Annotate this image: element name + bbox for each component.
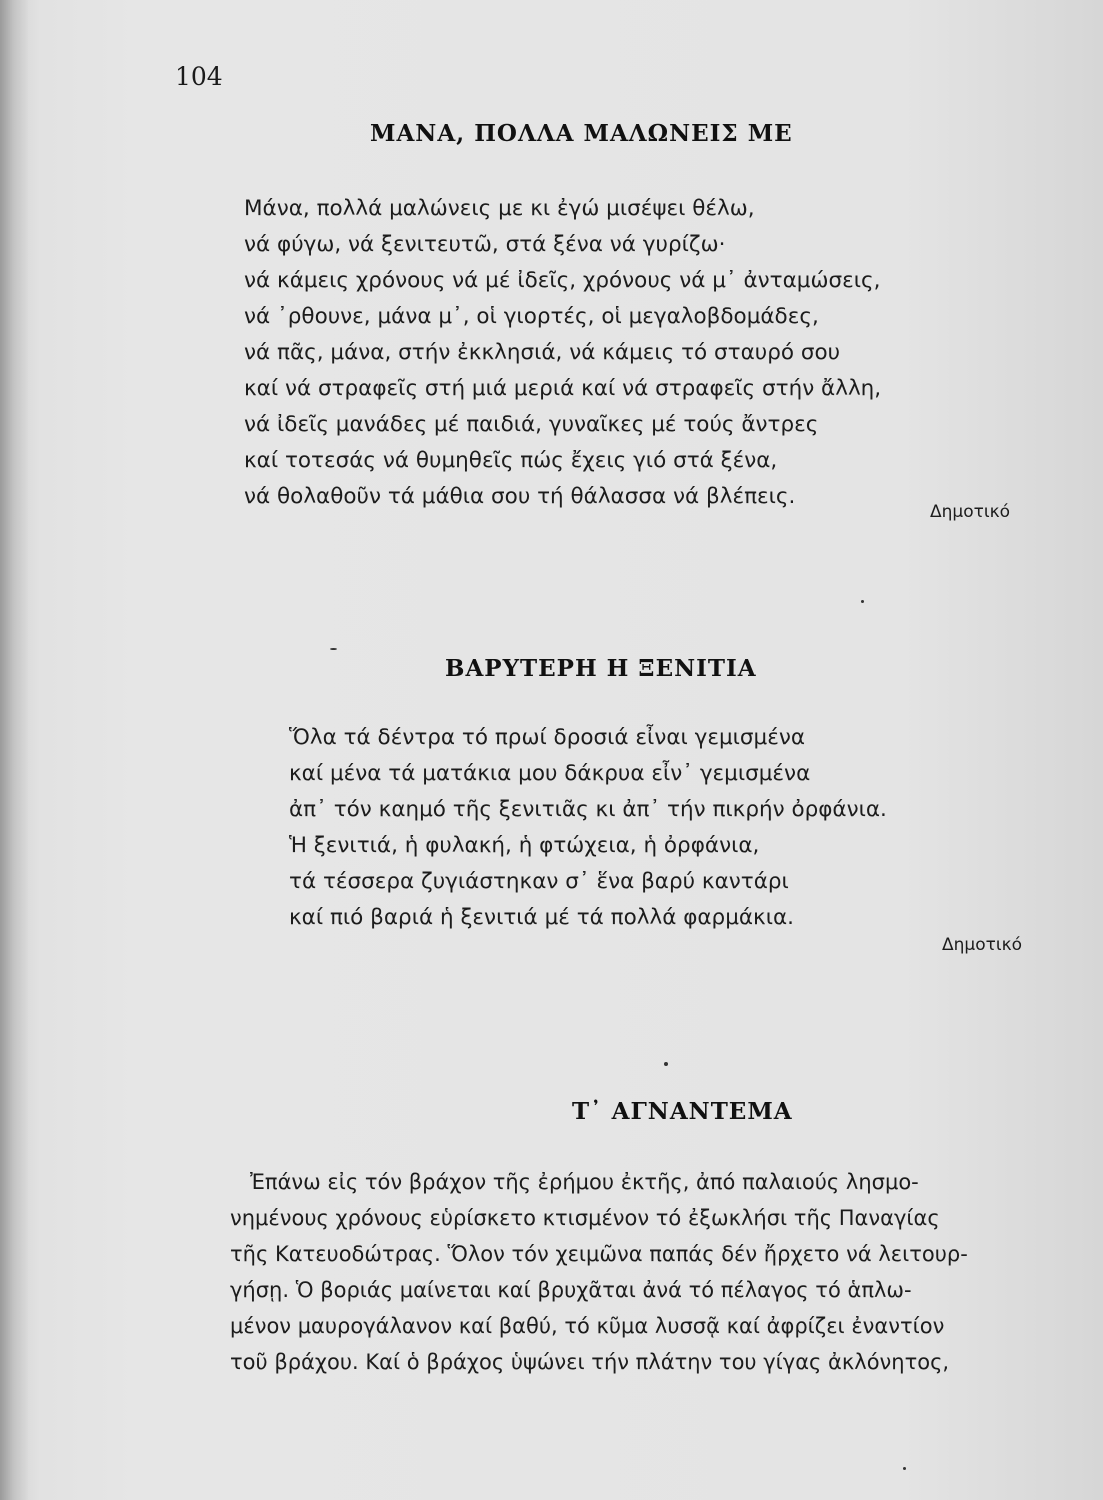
verse-line: καί πιό βαριά ἡ ξενιτιά μέ τά πολλά φαρμάκια.: [289, 905, 795, 930]
page-gutter-shadow: [0, 0, 28, 1500]
verse-line: Ἡ ξενιτιά, ἡ φυλακή, ἡ φτώχεια, ἡ ὀρφάνια,: [289, 833, 760, 858]
verse-line: νά φύγω, νά ξενιτευτῶ, στά ξένα νά γυρίζω·: [244, 232, 726, 257]
verse-line: νά πᾶς, μάνα, στήν ἐκκλησιά, νά κάμεις τό σταυρό σου: [244, 340, 841, 365]
poem-verse-xenitia: [289, 720, 887, 936]
prose-line: Ἐπάνω εἰς τόν βράχον τῆς ἐρήμου ἐκτῆς, ἀπό παλαιούς λησμο-: [250, 1170, 919, 1194]
verse-line: νά ᾽ρθουνε, μάνα μ᾽, οἱ γιορτές, οἱ μεγαλοβδομάδες,: [244, 304, 819, 329]
poem-attribution-mana: Δημοτικό: [930, 502, 1011, 522]
verse-line: νά κάμεις χρόνους νά μέ ἰδεῖς, χρόνους νά μ᾽ ἀνταμώσεις,: [244, 268, 881, 293]
print-speck: [330, 648, 337, 650]
verse-line: ἀπ᾽ τόν καημό τῆς ξενιτιᾶς κι ἀπ᾽ τήν πικρήν ὀρφάνια.: [289, 797, 887, 822]
prose-line: τοῦ βράχου. Καί ὁ βράχος ὑψώνει τήν πλάτην του γίγας ἀκλόνητος,: [230, 1350, 950, 1374]
verse-line: Ὅλα τά δέντρα τό πρωί δροσιά εἶναι γεμισμένα: [289, 725, 806, 750]
poem-title-xenitia: ΒΑΡΥΤΕΡΗ Η ΞΕΝΙΤΙΑ: [445, 655, 757, 682]
print-speck: [861, 600, 864, 603]
verse-line: καί τοτεσάς νά θυμηθεῖς πώς ἔχεις γιό στά ξένα,: [244, 448, 778, 473]
verse-line: Μάνα, πολλά μαλώνεις με κι ἐγώ μισέψει θέλω,: [244, 196, 755, 221]
verse-line: νά ἰδεῖς μανάδες μέ παιδιά, γυναῖκες μέ τούς ἄντρες: [244, 412, 819, 437]
print-speck: [664, 1062, 668, 1066]
poem-attribution-xenitia: Δημοτικό: [942, 935, 1023, 955]
verse-line: καί μένα τά ματάκια μου δάκρυα εἶν᾽ γεμισμένα: [289, 761, 811, 786]
prose-line: νημένους χρόνους εὑρίσκετο κτισμένον τό ἐξωκλήσι τῆς Παναγίας: [230, 1206, 940, 1230]
verse-line: τά τέσσερα ζυγιάστηκαν σ᾽ ἕνα βαρύ καντάρι: [289, 869, 789, 894]
poem-verse-mana: [244, 191, 881, 515]
verse-line: καί νά στραφεῖς στή μιά μεριά καί νά στραφεῖς στήν ἄλλη,: [244, 376, 882, 401]
print-speck: [903, 1467, 906, 1470]
prose-line: τῆς Κατευοδώτρας. Ὅλον τόν χειμῶνα παπάς δέν ἤρχετο νά λειτουρ-: [230, 1242, 968, 1266]
prose-line: μένον μαυρογάλανον καί βαθύ, τό κῦμα λυσσᾷ καί ἀφρίζει ἐναντίον: [230, 1314, 945, 1338]
poem-title-mana: ΜΑΝΑ, ΠΟΛΛΑ ΜΑΛΩΝΕΙΣ ΜΕ: [370, 120, 793, 147]
page-number: 104: [175, 62, 223, 91]
prose-line: γήσῃ. Ὁ βοριάς μαίνεται καί βρυχᾶται ἀνά τό πέλαγος τό ἁπλω-: [230, 1278, 912, 1302]
verse-line: νά θολαθοῦν τά μάθια σου τή θάλασσα νά βλέπεις.: [244, 484, 796, 509]
prose-title-agnantema: Τ᾽ ΑΓΝΑΝΤΕΜΑ: [572, 1098, 793, 1125]
prose-paragraph: [230, 1164, 968, 1380]
